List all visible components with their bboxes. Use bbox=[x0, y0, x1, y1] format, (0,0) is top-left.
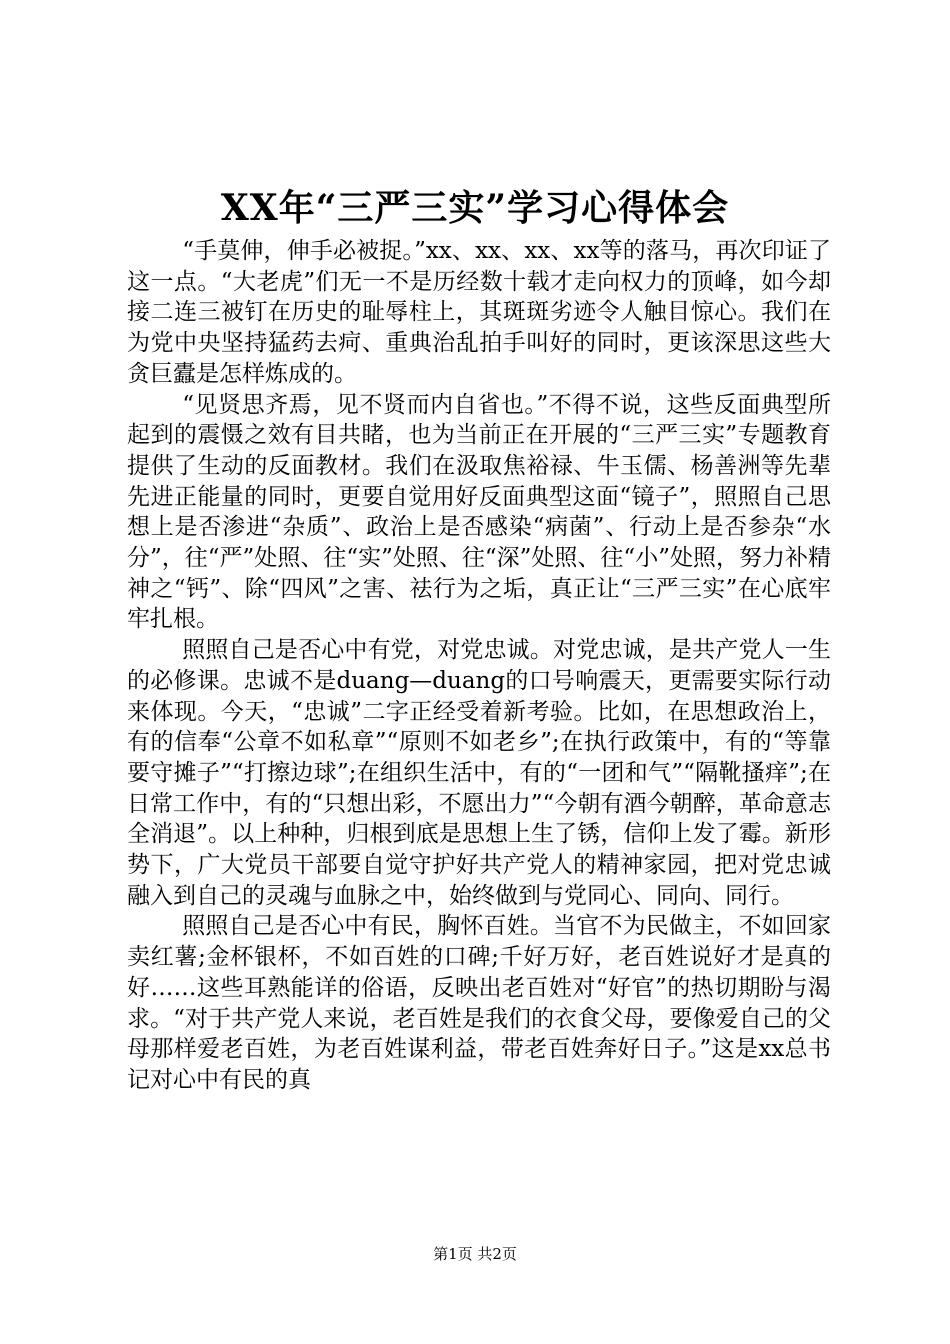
page-footer: 第1页 共2页 bbox=[433, 1245, 517, 1263]
document-body bbox=[127, 236, 831, 1096]
paragraph: 照照自己是否心中有民，胸怀百姓。当官不为民做主，不如回家卖红薯;金杯银杯，不如百姓的口碑;千好万好，老百姓说好才是真的好……这些耳熟能详的俗语，反映出老百姓对“好官”的热切期盼与渴求。“对于共产党人来说，老百姓是我们的衣食父母，要像爱自己的父母那样爱老百姓，为老百姓谋利益，带老百姓奔好日子。”这是xx总书记对心中有民的真 bbox=[127, 913, 831, 1093]
paragraph: 照照自己是否心中有党，对党忠诚。对党忠诚，是共产党人一生的必修课。忠诚不是duang—duang的口号响震天，更需要实际行动来体现。今天，“忠诚”二字正经受着新考验。比如，在思想政治上，有的信奉“公章不如私章”“原则不如老乡”;在执行政策中，有的“等靠要守摊子”“打擦边球”;在组织生活中，有的“一团和气”“隔靴搔痒”;在日常工作中，有的“只想出彩，不愿出力”“今朝有酒今朝醉，革命意志全消退”。以上种种，归根到底是思想上生了锈，信仰上发了霉。新形势下，广大党员干部要自觉守护好共产党人的精神家园，把对党忠诚融入到自己的灵魂与血脉之中，始终做到与党同心、同向、同行。 bbox=[127, 637, 831, 909]
paragraph: “见贤思齐焉，见不贤而内自省也。”不得不说，这些反面典型所起到的震慑之效有目共睹，也为当前正在开展的“三严三实”专题教育提供了生动的反面教材。我们在汲取焦裕禄、牛玉儒、杨善洲等先辈先进正能量的同时，更要自觉用好反面典型这面“镜子”，照照自己思想上是否渗进“杂质”、政治上是否感染“病菌”、行动上是否参杂“水分”，往“严”处照、往“实”处照、往“深”处照、往“小”处照，努力补精神之“钙”、除“四风”之害、祛行为之垢，真正让“三严三实”在心底牢牢扎根。 bbox=[127, 391, 831, 633]
document-title: XX年“三严三实”学习心得体会 bbox=[220, 187, 730, 229]
paragraph: “手莫伸，伸手必被捉。”xx、xx、xx、xx等的落马，再次印证了这一点。“大老虎”们无一不是历经数十载才走向权力的顶峰，如今却接二连三被钉在历史的耻辱柱上，其斑斑劣迹令人触目惊心。我们在为党中央坚持猛药去疴、重典治乱拍手叫好的同时，更该深思这些大贪巨蠹是怎样炼成的。 bbox=[127, 238, 831, 387]
